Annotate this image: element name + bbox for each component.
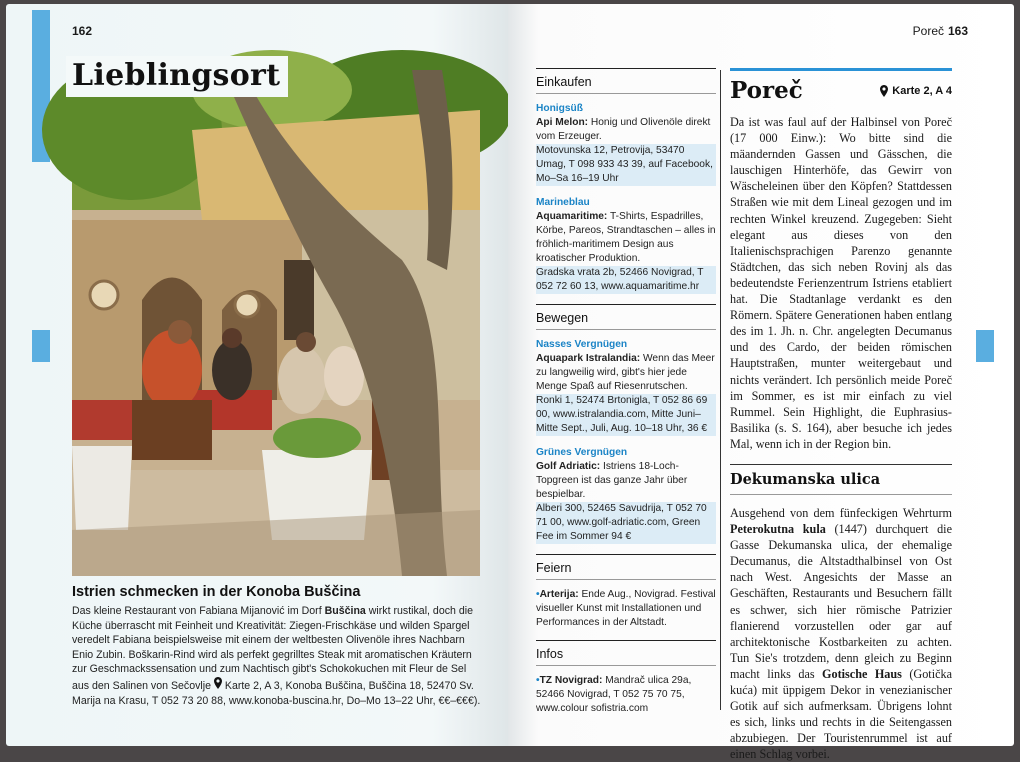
entry-address: Gradska vrata 2b, 52466 Novigrad, T 052 72 60 13, www.aquamaritime.hr	[536, 266, 716, 294]
entry-address: Alberi 300, 52465 Savudrija, T 052 70 71 00, www.golf-adriatic.com, Green Fee im Sommer 94 €	[536, 502, 716, 544]
restaurant-photo	[72, 70, 480, 576]
entry-name: Arterija:	[539, 589, 579, 600]
body-text: Ausgehend von dem fünfeckigen Wehrturm	[730, 505, 952, 520]
entry-name: TZ Novigrad:	[539, 675, 603, 686]
photo-caption-title: Istrien schmecken in der Konoba Buščina	[72, 584, 361, 600]
list-item	[536, 338, 716, 436]
entry-text: Istriens 18-Loch-Topgreen ist das ganze Jahr über bespielbar.	[536, 461, 688, 500]
map-reference-label: Karte 2, A 4	[892, 84, 952, 97]
running-head: Poreč	[912, 24, 944, 38]
entry-category: Marineblau	[536, 197, 590, 208]
bullet: •	[536, 675, 540, 686]
caption-text: wirkt rustikal, doch die Küche überrascht mit Feinheit und Kreativität: Ziegen-Frischkäse und wilden Spargel veredelt Fabiana beispielsweise mit einem der weltbesten Olivenöle ihres Nachbarn Enio Zubin. Boškarin-Rind wird als perfekt gegrilltes Steak mit aromatischen Kräutern zur Geschmackssensation und zum Nachtisch gibt's Schokokuchen mit Fleur de Sel aus den Salinen von Sečovlje	[72, 605, 473, 692]
page-edge-tab	[976, 330, 994, 362]
open-book	[6, 4, 1014, 762]
caption-text: Das kleine Restaurant von Fabiana Mijanović im Dorf	[72, 605, 325, 617]
entry-text: T-Shirts, Espadrilles, Körbe, Pareos, Strandtaschen – alles in fröhlich-maritimem Design aus kroatischer Produktion.	[536, 211, 716, 264]
column-divider	[720, 70, 721, 710]
map-pin-icon	[880, 85, 888, 97]
title-accent-bar	[730, 68, 952, 71]
bullet: •	[536, 589, 540, 600]
info-sidebar	[536, 68, 716, 726]
entry-text: Wenn das Meer zu langweilig wird, gibt's hier jede Menge Spaß auf Riesenrutschen.	[536, 353, 715, 392]
section-heading-bewegen: Bewegen	[536, 304, 716, 330]
entry-text: Ende Aug., Novigrad. Festival visueller Kunst mit Installationen und Performances in der Altstadt.	[536, 589, 716, 628]
photo-caption-text	[72, 604, 482, 708]
map-reference	[880, 85, 952, 97]
entry-name: Golf Adriatic:	[536, 461, 601, 472]
caption-bold: Buščina	[324, 605, 366, 617]
favorite-place-heading: Lieblingsort	[66, 56, 288, 97]
entry-name: Api Melon:	[536, 117, 589, 128]
page-number: 162	[72, 24, 93, 38]
list-item	[536, 196, 716, 294]
list-item	[536, 588, 716, 630]
entry-name: Aquamaritime:	[536, 211, 608, 222]
entry-address: Motovunska 12, Petrovija, 53470 Umag, T 098 933 43 39, auf Facebook, Mo–Sa 16–19 Uhr	[536, 144, 716, 186]
body-bold: Gotische Haus	[822, 666, 902, 681]
body-text: (1447) durchquert die Gasse Dekumanska ulica, der ehemalige Decumanus, die Altstadthalbinsel von Ost nach West. Angesichts der Masse an Geschäften, Restaurants und Besuchern fällt es schwer, sich hier römische Patrizier flanierend vorzustellen oder gar auf architektonische Kostbarkeiten zu achten. Tun Sie's trotzdem, denn gleich zu Beginn macht links das	[730, 522, 952, 681]
section-heading-infos: Infos	[536, 640, 716, 666]
entry-category: Nasses Vergnügen	[536, 339, 628, 350]
entry-category: Honigsüß	[536, 103, 583, 114]
entry-name: Aquapark Istralandia:	[536, 353, 641, 364]
intro-paragraph: Da ist was faul auf der Halbinsel von Poreč (17 000 Einw.): Wo bitte sind die mäandernden Gassen und Gässchen, die lauschigen Hinterhöfe, das Gewirr von Wäscheleinen über den Köpfen? Stattdessen Straßen wie mit dem Lineal gezogen und im rechten Winkel kreuzend. Zugegeben: Sieht elegant aus dieses von den Italienischsprachigen Parenzo genannte Städtchen, das sich neben Rovinj als das bedeutendste Ferienzentrum Istriens etabliert hat. Die Stadtanlage verdankt es den Römern. Spätere Generationen haben entlang des im 1. Jh. n. Chr. angelegten Decumanus und des Cardo, der beiden römischen Hauptstraßen, munter weitergebaut und nichts verändert. Ich persönlich meide Poreč im Sommer, es ist mir einfach zu viel Rummel. Sein Highlight, die Euphrasius-Basilika (s. S. 164), aber besuche ich jedes Mal, wenn ich in der Region bin.	[730, 115, 952, 451]
map-pin-icon	[214, 677, 222, 689]
page-number: 163	[947, 24, 968, 38]
body-bold: Peterokutna kula	[730, 522, 826, 537]
list-item	[536, 102, 716, 186]
caption-text: Karte 2, A 3, Konoba Buščina, Buščina 18, 52470 Sv. Marija na Krasu, T 052 73 20 88, www.konoba-buscina.hr, Do–Mo 13–22 Uhr, €€–€€€).	[72, 679, 481, 707]
entry-category: Grünes Vergnügen	[536, 447, 628, 458]
entry-address: Ronki 1, 52474 Brtonigla, T 052 86 69 00, www.istralandia.com, Mitte Juni–Mitte Sept., Juli, Aug. 10–18 Uhr, 36 €	[536, 394, 716, 436]
section-heading-einkaufen: Einkaufen	[536, 68, 716, 94]
list-item	[536, 674, 716, 716]
main-article	[730, 68, 952, 762]
entry-text: Honig und Olivenöle direkt vom Erzeuger.	[536, 117, 711, 142]
right-page	[508, 4, 1014, 762]
body-paragraph	[730, 505, 952, 762]
entry-text: Mandrač ulica 29a, 52466 Novigrad, T 052 75 70 75, www.colour sofistria.com	[536, 675, 692, 714]
left-page	[6, 4, 508, 746]
subheading: Dekumanska ulica	[730, 464, 952, 495]
body-text: (Gotička kuća) mit üppigem Dekor in venezianischer Gotik auf sich aufmerksam. Übrigens lohnt es sich, links und rechts in die Seitengassen abzubiegen. Der Touristenrummel ist auf einen Schlag vorbei.	[730, 666, 952, 762]
title-row	[730, 77, 952, 104]
page-edge-tab	[32, 330, 50, 362]
list-item	[536, 446, 716, 544]
section-heading-feiern: Feiern	[536, 554, 716, 580]
article-title: Poreč	[730, 77, 803, 104]
